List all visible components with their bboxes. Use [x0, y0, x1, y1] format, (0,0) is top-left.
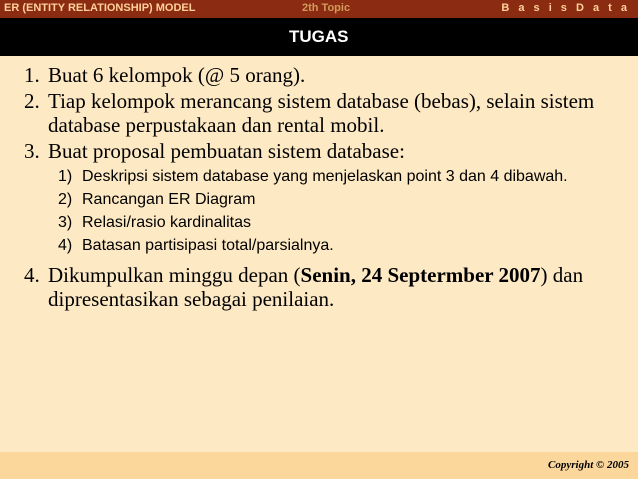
sub-list-item: [58, 167, 624, 186]
list-item: [24, 89, 624, 137]
course-title: ER (ENTITY RELATIONSHIP) MODEL: [4, 2, 196, 14]
item-number: 1.: [24, 63, 40, 87]
sub-item-number: 1): [58, 168, 73, 185]
sub-list: [24, 167, 624, 255]
sub-item-number: 3): [58, 214, 73, 231]
subject-label: B a s i s D a t a: [501, 2, 630, 14]
item-text: [48, 263, 624, 311]
sub-item-text: Rancangan ER Diagram: [82, 191, 256, 208]
item-text-before: Dikumpulkan minggu depan (: [48, 263, 301, 287]
sub-item-number: 2): [58, 191, 73, 208]
sub-list-item: [58, 213, 624, 232]
sub-item-number: 4): [58, 237, 73, 254]
footer-bar: [0, 452, 638, 479]
item-text: Tiap kelompok merancang sistem database (bebas), selain sistem database perpustakaan dan rental mobil.: [48, 89, 595, 137]
topic-label: 2th Topic: [302, 2, 351, 14]
slide-title: TUGAS: [289, 27, 349, 46]
item-text: Buat 6 kelompok (@ 5 orang).: [48, 63, 306, 87]
deadline-date: Senin, 24 Septermber 2007: [300, 263, 541, 287]
top-bar: [0, 0, 638, 18]
list-item: [24, 63, 624, 87]
item-text: Buat proposal pembuatan sistem database:: [48, 139, 405, 163]
sub-item-text: Batasan partisipasi total/parsialnya.: [82, 237, 334, 254]
sub-item-text: Deskripsi sistem database yang menjelaskan point 3 dan 4 dibawah.: [82, 168, 568, 185]
copyright-notice: Copyright © 2005: [548, 459, 629, 471]
assignment-list: [24, 63, 624, 311]
title-bar: [0, 18, 638, 56]
sub-list-item: [58, 236, 624, 255]
sub-list-item: [58, 190, 624, 209]
item-number: 3.: [24, 139, 40, 163]
list-item: [24, 139, 624, 163]
sub-item-text: Relasi/rasio kardinalitas: [82, 214, 251, 231]
list-item: [24, 263, 624, 311]
item-number: 2.: [24, 89, 40, 113]
item-text-after: ) dan dipresentasikan sebagai penilaian.: [48, 263, 584, 311]
item-number: 4.: [24, 263, 40, 287]
